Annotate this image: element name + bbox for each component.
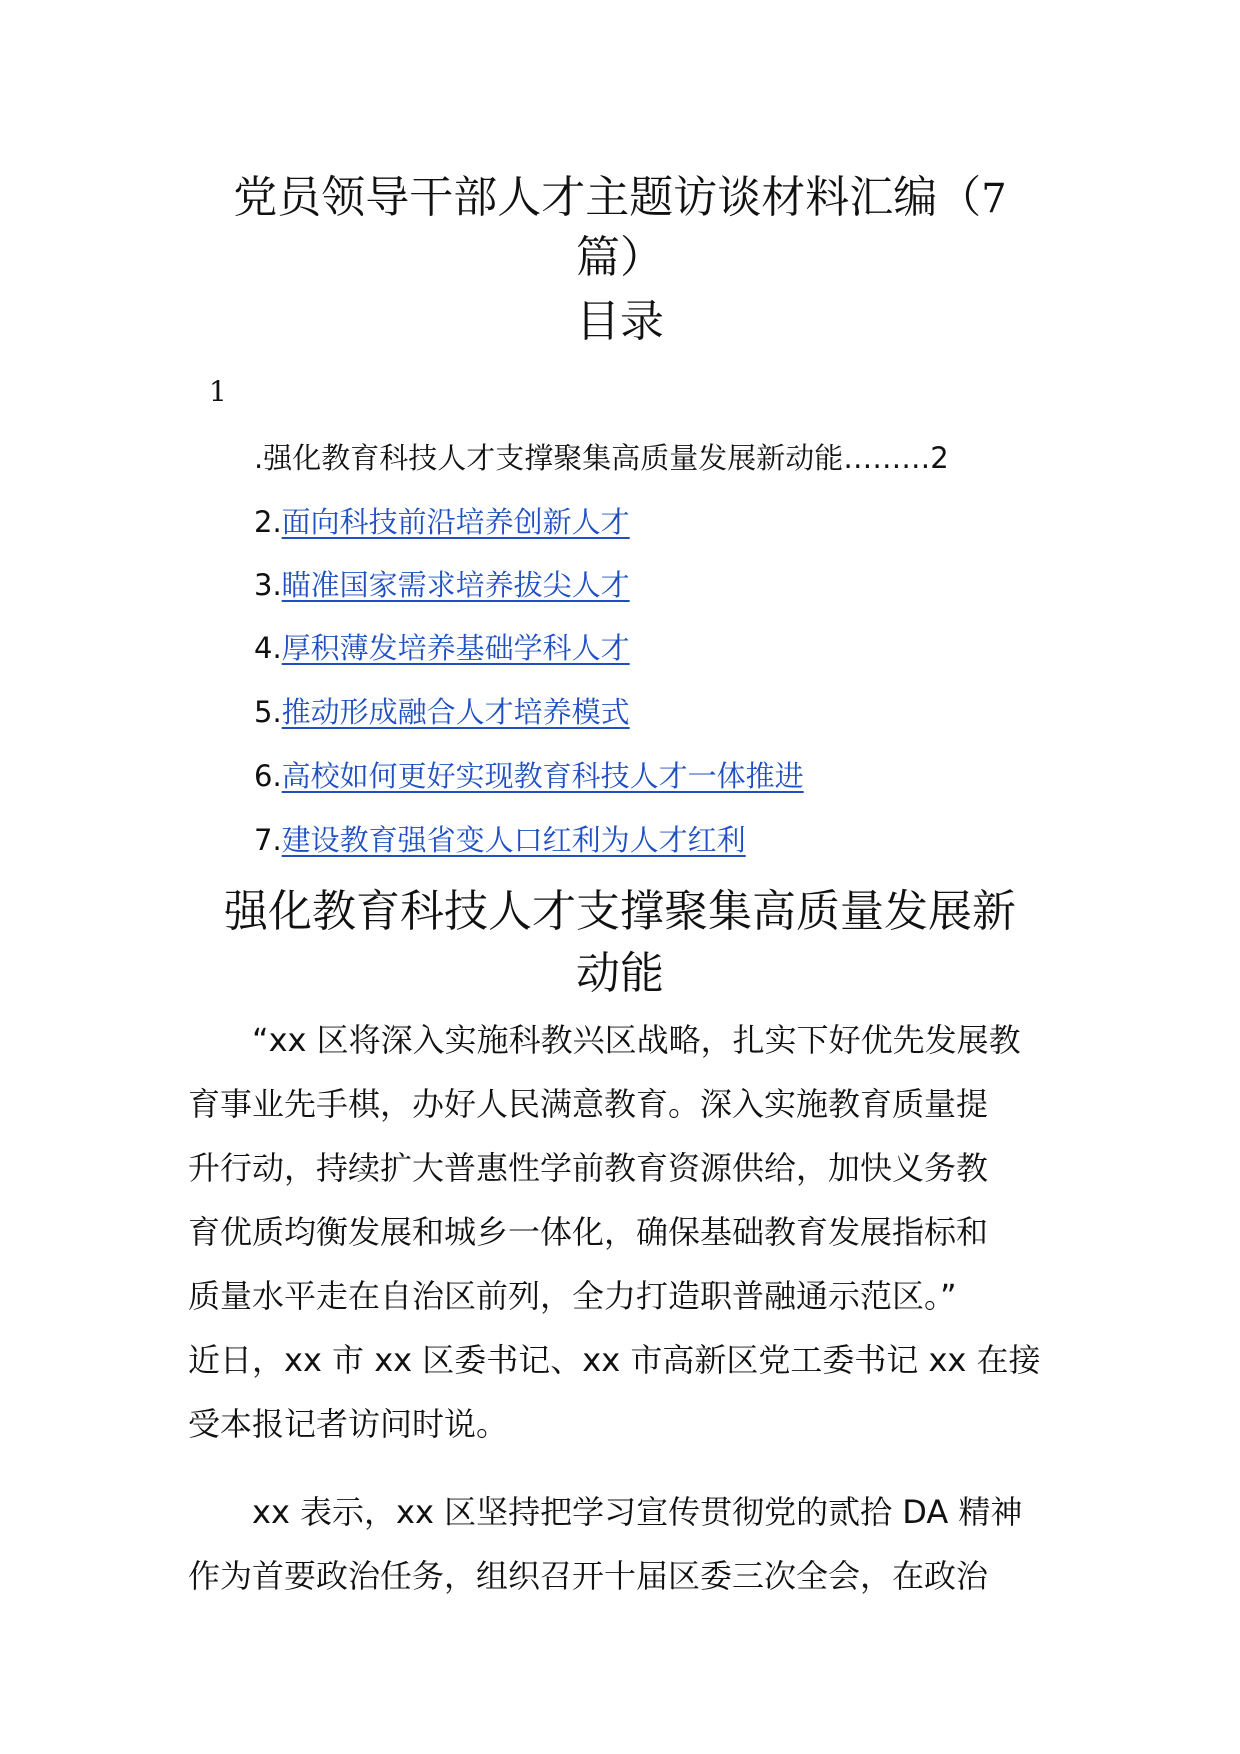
toc-entry-index: 3. [254,568,282,602]
paragraph-line: 育事业先手棋，办好人民满意教育。深入实施教育质量提 [188,1085,989,1123]
toc-link[interactable]: 瞄准国家需求培养拔尖人才 [281,568,630,602]
toc-entry-index: 2. [254,505,282,539]
toc-entry-7 [254,818,746,862]
paragraph-line: 近日，xx 市 xx 区委书记、xx 市高新区党工委书记 xx 在接 [188,1341,1041,1379]
toc-link[interactable]: 高校如何更好实现教育科技人才一体推进 [281,759,804,793]
toc-entry-6 [254,754,804,798]
section-title-line1: 强化教育科技人才支撑聚集高质量发展新 [224,886,1016,937]
toc-first-number: 1 [209,375,227,408]
section-paragraph-1 [188,1008,1068,1456]
toc-entry-index: 7. [254,823,282,857]
toc-heading: 目录 [576,296,664,347]
paragraph-line: 受本报记者访问时说。 [188,1405,509,1443]
paragraph-line: 育优质均衡发展和城乡一体化，确保基础教育发展指标和 [188,1213,989,1251]
toc-entry-5 [254,690,630,734]
section-title-line2: 动能 [576,948,664,999]
paragraph-line: 作为首要政治任务，组织召开十届区委三次全会，在政治 [188,1557,989,1595]
paragraph-line: 升行动，持续扩大普惠性学前教育资源供给，加快义务教 [188,1149,989,1187]
document-title-number: 7 [981,176,1007,222]
toc-entry-1[interactable]: .强化教育科技人才支撑聚集高质量发展新动能………2 [254,441,949,475]
toc-link[interactable]: 建设教育强省变人口红利为人才红利 [281,823,746,857]
toc-link[interactable]: 推动形成融合人才培养模式 [281,695,630,729]
toc-link[interactable]: 面向科技前沿培养创新人才 [281,505,630,539]
toc-link[interactable]: 厚积薄发培养基础学科人才 [281,631,630,665]
paragraph-line: xx 表示，xx 区坚持把学习宣传贯彻党的贰拾 DA 精神 [252,1493,1023,1531]
document-title-line1 [160,168,1080,229]
toc-entry-2 [254,500,630,544]
toc-entry-4 [254,626,630,670]
toc-entry-index: 4. [254,631,282,665]
toc-entry-index: 6. [254,759,282,793]
paragraph-line: “xx 区将深入实施科教兴区战略，扎实下好优先发展教 [252,1021,1021,1059]
toc-entry-3 [254,563,630,607]
paragraph-line: 质量水平走在自治区前列，全力打造职普融通示范区。” [188,1277,957,1315]
toc-entry-index: 5. [254,695,282,729]
document-title-text: 党员领导干部人才主题访谈材料汇编（ [233,172,982,223]
document-title-line2: 篇） [576,232,664,283]
section-paragraph-2 [188,1480,1068,1608]
